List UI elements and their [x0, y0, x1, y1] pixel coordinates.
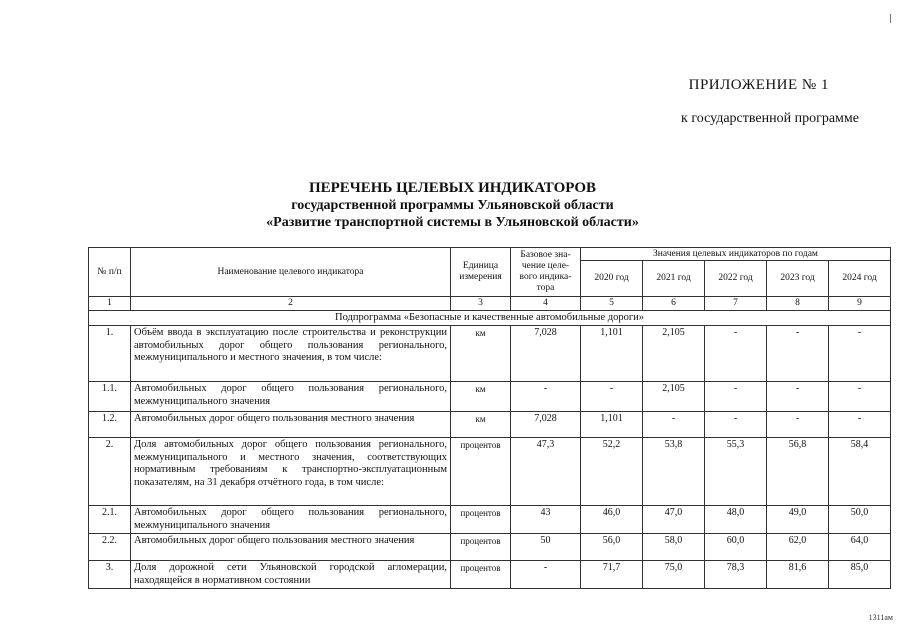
- row-number: 1.1.: [89, 382, 131, 412]
- base-value: 50: [511, 534, 581, 561]
- year-value: 64,0: [829, 534, 891, 561]
- year-value: -: [705, 412, 767, 438]
- column-number: 7: [705, 297, 767, 311]
- appendix-label: ПРИЛОЖЕНИЕ № 1: [688, 77, 829, 93]
- year-value: 81,6: [767, 561, 829, 589]
- year-value: 75,0: [643, 561, 705, 589]
- title-line-1: ПЕРЕЧЕНЬ ЦЕЛЕВЫХ ИНДИКАТОРОВ: [308, 180, 597, 196]
- year-value: -: [581, 382, 643, 412]
- year-value: -: [829, 326, 891, 382]
- table-row: [89, 506, 891, 534]
- column-number: 9: [829, 297, 891, 311]
- column-number: 1: [89, 297, 131, 311]
- header-num: № п/п: [89, 248, 131, 297]
- indicator-name: Автомобильных дорог общего пользования местного значения: [131, 412, 451, 438]
- appendix-subtitle: к государственной программе: [681, 111, 859, 126]
- year-value: 71,7: [581, 561, 643, 589]
- indicator-name: Объём ввода в эксплуатацию после строительства и реконструкции автомобильных дорог общего пользования регионального, межмуниципального и местного значения, в том числе:: [131, 326, 451, 382]
- year-value: 56,0: [581, 534, 643, 561]
- year-value: 78,3: [705, 561, 767, 589]
- year-value: 62,0: [767, 534, 829, 561]
- subprogram-title: Подпрограмма «Безопасные и качественные автомобильные дороги»: [89, 311, 891, 326]
- header-unit: Единица измерения: [451, 248, 511, 297]
- year-value: 2,105: [643, 326, 705, 382]
- column-number-row: [89, 297, 891, 311]
- table-row: [89, 438, 891, 506]
- header-base: Базовое зна-чение целе-вого индика-тора: [511, 248, 581, 297]
- year-value: 1,101: [581, 326, 643, 382]
- year-value: -: [829, 382, 891, 412]
- header-years-group: Значения целевых индикаторов по годам: [581, 248, 891, 261]
- table-row: [89, 382, 891, 412]
- row-number: 2.: [89, 438, 131, 506]
- header-year: 2023 год: [767, 261, 829, 297]
- column-number: 5: [581, 297, 643, 311]
- header-year: 2024 год: [829, 261, 891, 297]
- column-number: 4: [511, 297, 581, 311]
- year-value: 52,2: [581, 438, 643, 506]
- year-value: 55,3: [705, 438, 767, 506]
- indicator-unit: км: [451, 382, 511, 412]
- indicator-unit: процентов: [451, 561, 511, 589]
- year-value: 49,0: [767, 506, 829, 534]
- column-number: 8: [767, 297, 829, 311]
- year-value: 60,0: [705, 534, 767, 561]
- table-row: [89, 561, 891, 589]
- header-name: Наименование целевого индикатора: [131, 248, 451, 297]
- column-number: 6: [643, 297, 705, 311]
- indicator-name: Доля автомобильных дорог общего пользования регионального, межмуниципального и местного значения, соответствующих нормативным требованиям к транспортно-эксплуатационным показателям, на 31 декабря отчётного года, в том числе:: [131, 438, 451, 506]
- indicator-name: Автомобильных дорог общего пользования регионального, межмуниципального значения: [131, 382, 451, 412]
- base-value: 7,028: [511, 326, 581, 382]
- header-year: 2022 год: [705, 261, 767, 297]
- year-value: 46,0: [581, 506, 643, 534]
- indicator-name: Автомобильных дорог общего пользования регионального, межмуниципального значения: [131, 506, 451, 534]
- indicator-unit: км: [451, 326, 511, 382]
- title-line-3: «Развитие транспортной системы в Ульяновской области»: [266, 215, 639, 230]
- year-value: 56,8: [767, 438, 829, 506]
- document-title: [0, 180, 905, 231]
- indicators-table: [88, 247, 891, 589]
- table-row: [89, 412, 891, 438]
- year-value: -: [643, 412, 705, 438]
- header-year: 2021 год: [643, 261, 705, 297]
- year-value: -: [829, 412, 891, 438]
- indicator-unit: процентов: [451, 534, 511, 561]
- table-row: [89, 326, 891, 382]
- year-value: 48,0: [705, 506, 767, 534]
- document-code: 1311ам: [868, 613, 893, 622]
- base-value: -: [511, 382, 581, 412]
- column-number: 3: [451, 297, 511, 311]
- year-value: -: [767, 326, 829, 382]
- year-value: 2,105: [643, 382, 705, 412]
- header-row-1: [89, 248, 891, 261]
- title-line-2: государственной программы Ульяновской области: [291, 198, 614, 213]
- row-number: 1.2.: [89, 412, 131, 438]
- year-value: -: [767, 382, 829, 412]
- column-number: 2: [131, 297, 451, 311]
- base-value: 7,028: [511, 412, 581, 438]
- row-number: 3.: [89, 561, 131, 589]
- year-value: -: [705, 382, 767, 412]
- row-number: 2.2.: [89, 534, 131, 561]
- year-value: -: [767, 412, 829, 438]
- year-value: 53,8: [643, 438, 705, 506]
- indicator-unit: процентов: [451, 506, 511, 534]
- header-year: 2020 год: [581, 261, 643, 297]
- indicator-unit: процентов: [451, 438, 511, 506]
- indicator-name: Автомобильных дорог общего пользования местного значения: [131, 534, 451, 561]
- year-value: 50,0: [829, 506, 891, 534]
- base-value: 43: [511, 506, 581, 534]
- row-number: 2.1.: [89, 506, 131, 534]
- row-number: 1.: [89, 326, 131, 382]
- base-value: -: [511, 561, 581, 589]
- indicator-unit: км: [451, 412, 511, 438]
- subprogram-row: [89, 311, 891, 326]
- table-row: [89, 534, 891, 561]
- year-value: 58,0: [643, 534, 705, 561]
- base-value: 47,3: [511, 438, 581, 506]
- year-value: 1,101: [581, 412, 643, 438]
- year-value: -: [705, 326, 767, 382]
- year-value: 58,4: [829, 438, 891, 506]
- edge-mark: [890, 14, 891, 23]
- year-value: 47,0: [643, 506, 705, 534]
- year-value: 85,0: [829, 561, 891, 589]
- indicator-name: Доля дорожной сети Ульяновской городской агломерации, находящейся в нормативном состоянии: [131, 561, 451, 589]
